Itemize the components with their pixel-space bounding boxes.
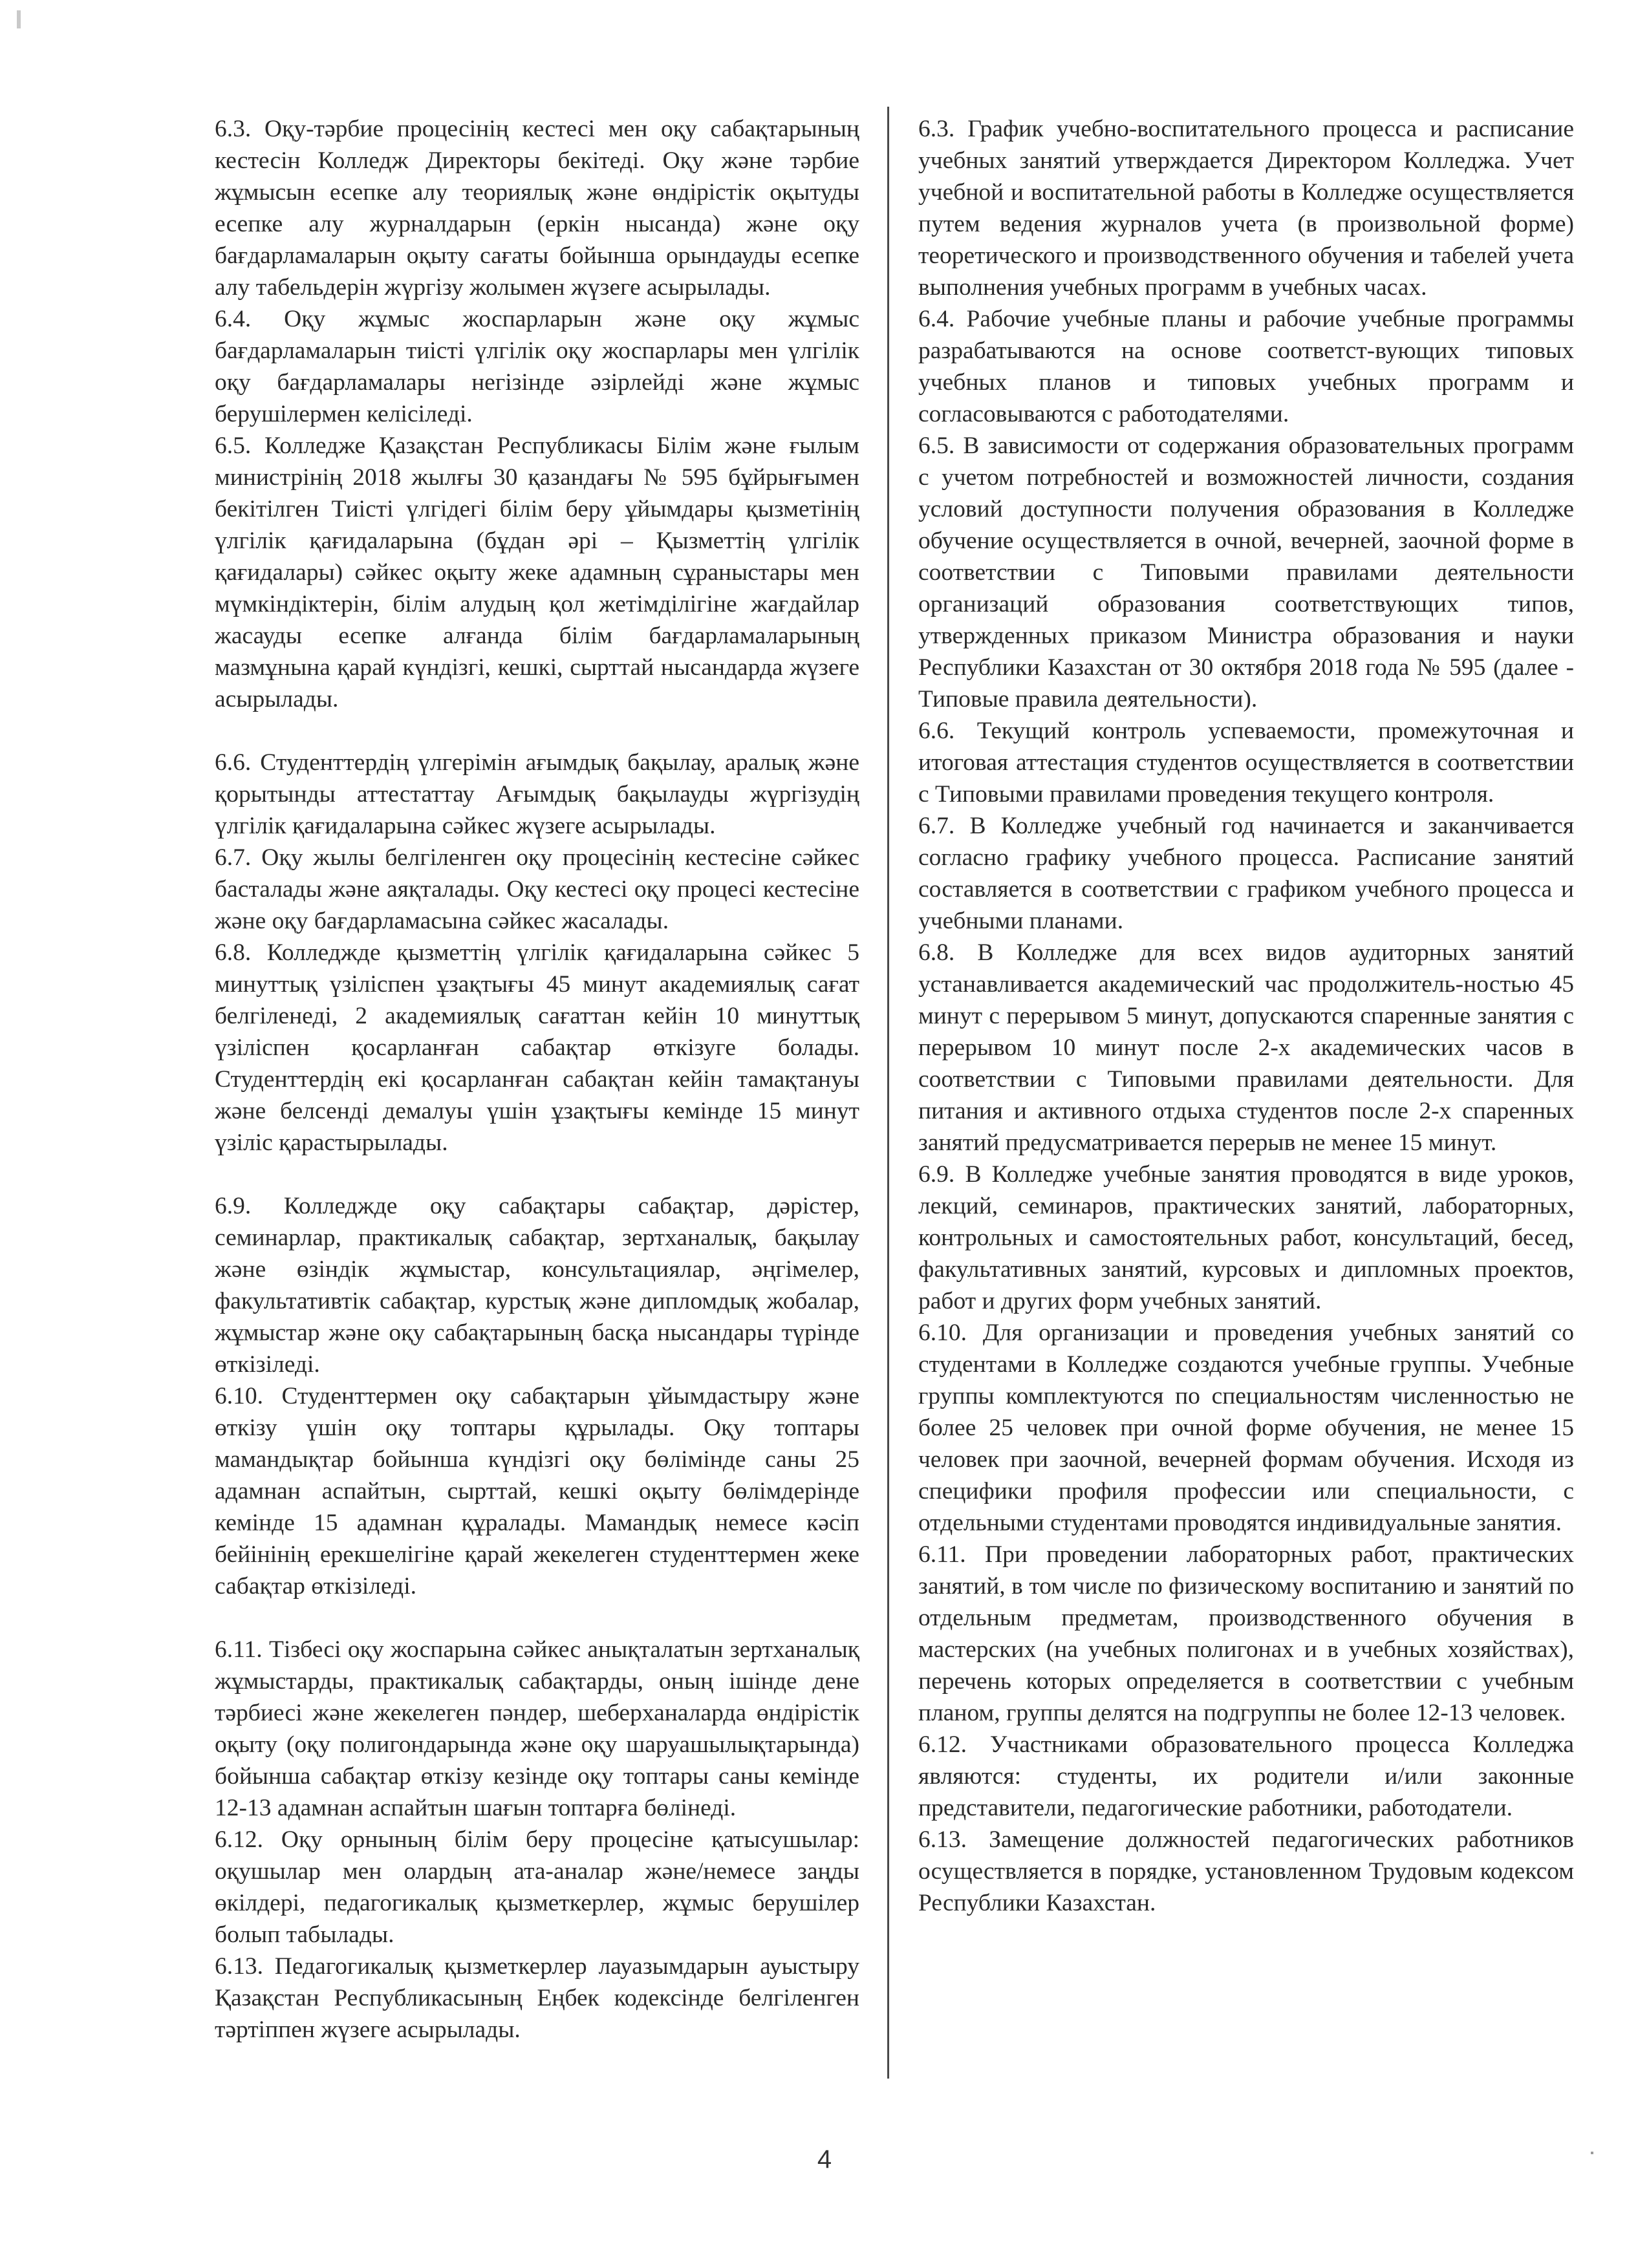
kz-paragraph-6-9: 6.9. Колледжде оқу сабақтары сабақтар, дәрістер, семинарлар, практикалық сабақтар, зертханалық, бақылау және өзіндік жұмыстар, консультациялар, әңгімелер, факультативтік сабақтар, курстық және дипломдық жобалар, жұмыстар және оқу сабақтарының басқа нысандары түрінде өткізіледі. xyxy=(215,1193,859,1378)
scan-dot xyxy=(1591,2152,1593,2154)
bilingual-table xyxy=(206,107,1583,2079)
kz-paragraph-6-12: 6.12. Оқу орнының білім беру процесіне қатысушылар: оқушылар мен олардың ата-аналар және/немесе заңды өкілдері, педагогикалық қызметкерлер, жұмыс берушілер болып табылады. xyxy=(215,1826,859,1948)
kz-paragraph-6-8: 6.8. Колледжде қызметтің үлгілік қағидаларына сәйкес 5 минуттық үзіліспен ұзақтығы 45 минут академиялық сағат белгіленеді, 2 академиялық сағаттан кейін 10 минуттық үзіліспен қосарланған сабақтар өткізуге болады. Студенттердің екі қосарланған сабақтан кейін тамақтануы және белсенді демалуы үшін ұзақтығы кемінде 15 минут үзіліс қарастырылады. xyxy=(215,939,859,1156)
ru-paragraph-6-4: 6.4. Рабочие учебные планы и рабочие учебные программы разрабатываются на основе соответст-вующих типовых учебных планов и типовых учебных программ и согласовываются с работодателями. xyxy=(918,306,1574,427)
kz-paragraph-6-5: 6.5. Колледже Қазақстан Республикасы Білім және ғылым министрінің 2018 жылғы 30 қазандағы № 595 бұйрығымен бекітілген Тиісті үлгідегі білім беру ұйымдары қызметінің үлгілік қағидаларына (бұдан әрі – Қызметтің үлгілік қағидалары) сәйкес оқыту жеке адамның сұраныстары мен мүмкіндіктерін, білім алудың қол жетімділігіне жағдайлар жасауды есепке алғанда білім бағдарламаларының мазмұнына қарай күндізгі, кешкі, сырттай нысандарда жүзеге асырылады. xyxy=(215,433,859,712)
ru-paragraph-6-8: 6.8. В Колледже для всех видов аудиторных занятий устанавливается академический час продолжитель-ностью 45 минут с перерывом 5 минут, допускаются спаренные занятия с перерывом 10 минут после 2-х академических часов в соответствии с Типовыми правилами деятельности. Для питания и активного отдыха студентов после 2-х спаренных занятий предусматривается перерыв не менее 15 минут. xyxy=(918,939,1574,1156)
russian-column xyxy=(896,107,1583,2079)
kz-paragraph-6-13: 6.13. Педагогикалық қызметкерлер лауазымдарын ауыстыру Қазақстан Республикасының Еңбек кодексінде белгіленген тәртіппен жүзеге асырылады. xyxy=(215,1953,859,2043)
kz-paragraph-6-10: 6.10. Студенттермен оқу сабақтарын ұйымдастыру және өткізу үшін оқу топтары құрылады. Оқу топтары мамандықтар бойынша күндізгі оқу бөлімінде саны 25 адамнан аспайтын, сырттай, кешкі оқыту бөлімдерінде кемінде 15 адамнан құралады. Мамандық немесе кәсіп бейінінің ерекшелігіне қарай жекелеген студенттермен жеке сабақтар өткізіледі. xyxy=(215,1383,859,1599)
ru-paragraph-6-5: 6.5. В зависимости от содержания образовательных программ с учетом потребностей и возможностей личности, создания условий доступности получения образования в Колледже обучение осуществляется в очной, вечерней, заочной форме в соответствии с Типовыми правилами деятельности организаций образования соответствующих типов, утвержденных приказом Министра образования и науки Республики Казахстан от 30 октября 2018 года № 595 (далее - Типовые правила деятельности). xyxy=(918,433,1574,712)
ru-paragraph-6-11: 6.11. При проведении лабораторных работ, практических занятий, в том числе по физическому воспитанию и занятий по отдельным предметам, производственного обучения в мастерских (на учебных полигонах и в учебных хозяйствах), перечень которых определяется в соответствии с учебным планом, группы делятся на подгруппы не более 12-13 человек. xyxy=(918,1541,1574,1726)
kz-paragraph-6-3: 6.3. Оқу-тәрбие процесінің кестесі мен оқу сабақтарының кестесін Колледж Директоры бекітеді. Оқу және тәрбие жұмысын есепке алу теориялық және өндірістік оқытуды есепке алу журналдарын (еркін нысанда) және оқу бағдарламаларын оқыту сағаты бойынша орындауды есепке алу табельдерін жүргізу жолымен жүзеге асырылады. xyxy=(215,116,859,301)
ru-paragraph-6-9: 6.9. В Колледже учебные занятия проводятся в виде уроков, лекций, семинаров, практических занятий, лабораторных, контрольных и самостоятельных работ, консультаций, бесед, факультативных занятий, курсовых и дипломных проектов, работ и других форм учебных занятий. xyxy=(918,1161,1574,1314)
ru-paragraph-6-10: 6.10. Для организации и проведения учебных занятий со студентами в Колледже создаются учебные группы. Учебные группы комплектуются по специальностям численностью не более 25 человек при очной форме обучения, не менее 15 человек при заочной, вечерней формам обучения. Исходя из специфики профиля профессии или специальности, с отдельными студентами проводятся индивидуальные занятия. xyxy=(918,1320,1574,1536)
kz-paragraph-6-6: 6.6. Студенттердің үлгерімін ағымдық бақылау, аралық және қорытынды аттестаттау Ағымдық бақылауды жүргізудің үлгілік қағидаларына сәйкес жүзеге асырылады. xyxy=(215,749,859,839)
ru-paragraph-6-3: 6.3. График учебно-воспитательного процесса и расписание учебных занятий утверждается Директором Колледжа. Учет учебной и воспитательной работы в Колледже осуществляется путем ведения журналов учета (в произвольной форме) теоретического и производственного обучения и табелей учета выполнения учебных программ в учебных часах. xyxy=(918,116,1574,301)
page-number: 4 xyxy=(817,2145,832,2174)
ru-paragraph-6-12: 6.12. Участниками образовательного процесса Колледжа являются: студенты, их родители и/или законные представители, педагогические работники, работодатели. xyxy=(918,1731,1574,1821)
ru-paragraph-6-7: 6.7. В Колледже учебный год начинается и заканчивается согласно графику учебного процесса. Расписание занятий составляется в соответствии с графиком учебного процесса и учебными планами. xyxy=(918,813,1574,934)
ru-paragraph-6-13: 6.13. Замещение должностей педагогических работников осуществляется в порядке, установленном Трудовым кодексом Республики Казахстан. xyxy=(918,1826,1574,1916)
kazakh-column xyxy=(206,107,881,2079)
kz-paragraph-6-7: 6.7. Оқу жылы белгіленген оқу процесінің кестесіне сәйкес басталады және аяқталады. Оқу кестесі оқу процесі кестесіне және оқу бағдарламасына сәйкес жасалады. xyxy=(215,844,859,934)
kz-paragraph-6-4: 6.4. Оқу жұмыс жоспарларын және оқу жұмыс бағдарламаларын тиісті үлгілік оқу жоспарлары мен үлгілік оқу бағдарламалары негізінде әзірлейді және жұмыс берушілермен келісіледі. xyxy=(215,306,859,427)
scan-artifact xyxy=(17,10,21,28)
ru-paragraph-6-6: 6.6. Текущий контроль успеваемости, промежуточная и итоговая аттестация студентов осуществляется в соответствии с Типовыми правилами проведения текущего контроля. xyxy=(918,718,1574,808)
kz-paragraph-6-11: 6.11. Тізбесі оқу жоспарына сәйкес анықталатын зертханалық жұмыстарды, практикалық сабақтарды, оның ішінде дене тәрбиесі және жекелеген пәндер, шеберханаларда өндірістік оқыту (оқу полигондарында және оқу шаруашылықтарында) бойынша сабақтар өткізу кезінде оқу топтары саны кемінде 12-13 адамнан аспайтын шағын топтарға бөлінеді. xyxy=(215,1636,859,1821)
